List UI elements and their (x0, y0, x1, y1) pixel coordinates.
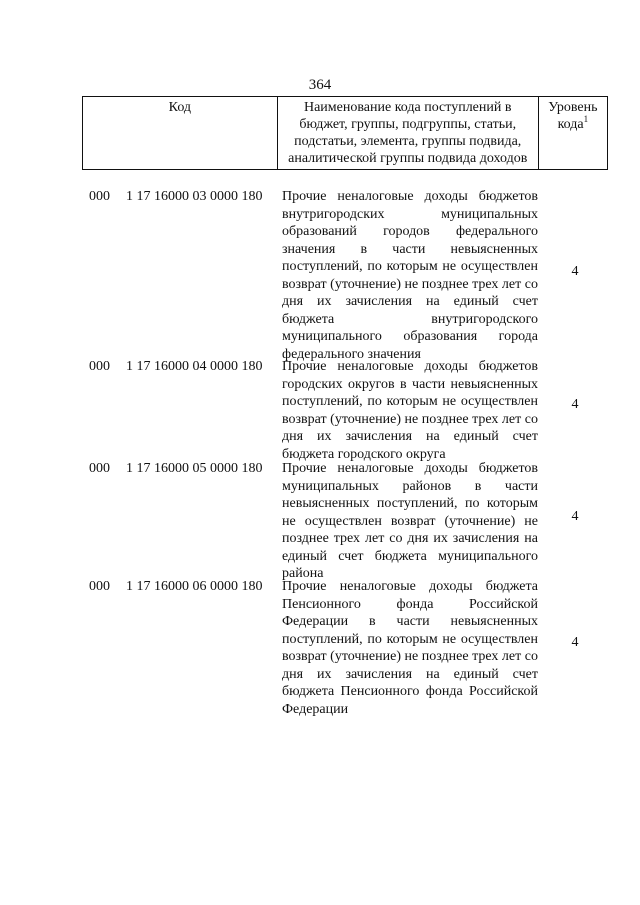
header-table (82, 96, 608, 170)
code-level: 4 (571, 397, 579, 412)
footnote-marker: 1 (583, 114, 589, 124)
page-number: 364 (308, 77, 332, 93)
header-code: Код (83, 97, 278, 170)
revenue-code-list (0, 188, 640, 718)
admin-code: 000 (89, 461, 110, 476)
code-level: 4 (571, 509, 579, 524)
table-row (0, 578, 640, 718)
revenue-name: Прочие неналоговые доходы бюджетов муниципальных районов в части невыясненных поступлений, по которым не осуществлен возврат (уточнение) не позднее трех лет со дня их зачисления на единый счет бюджета муниципального района (282, 461, 538, 581)
code-level: 4 (571, 264, 579, 279)
revenue-name: Прочие неналоговые доходы бюджета Пенсионного фонда Российской Федерации в части невыясненных поступлений, по которым не осуществлен возврат (уточнение) не позднее трех лет со дня их зачисления на единый счет бюджета Пенсионного фонда Российской Федерации (282, 579, 538, 717)
code-level: 4 (571, 635, 579, 650)
revenue-code: 1 17 16000 06 0000 180 (126, 579, 263, 594)
revenue-code: 1 17 16000 05 0000 180 (126, 461, 263, 476)
revenue-name: Прочие неналоговые доходы бюджетов внутригородских муниципальных образований городов федерального значения в части невыясненных поступлений, по которым не осуществлен возврат (уточнение) не позднее трех лет со дня их зачисления на единый счет бюджета внутригородского муниципального образования города федерального значения (282, 189, 538, 362)
header-level: Уровень кода (548, 100, 598, 132)
admin-code: 000 (89, 579, 110, 594)
revenue-name: Прочие неналоговые доходы бюджетов городских округов в части невыясненных поступлений, по которым не осуществлен возврат (уточнение) не позднее трех лет со дня их зачисления на единый счет бюджета городского округа (282, 359, 538, 462)
admin-code: 000 (89, 189, 110, 204)
header-row (83, 97, 608, 170)
header-name: Наименование кода поступлений в бюджет, группы, подгруппы, статьи, подстатьи, элемента, группы подвида, аналитической группы подвида доходов (277, 97, 538, 170)
table-row (0, 188, 640, 362)
table-row (0, 460, 640, 581)
revenue-code: 1 17 16000 04 0000 180 (126, 359, 263, 374)
header-level-cell (538, 97, 607, 170)
revenue-code: 1 17 16000 03 0000 180 (126, 189, 263, 204)
admin-code: 000 (89, 359, 110, 374)
table-row (0, 358, 640, 460)
